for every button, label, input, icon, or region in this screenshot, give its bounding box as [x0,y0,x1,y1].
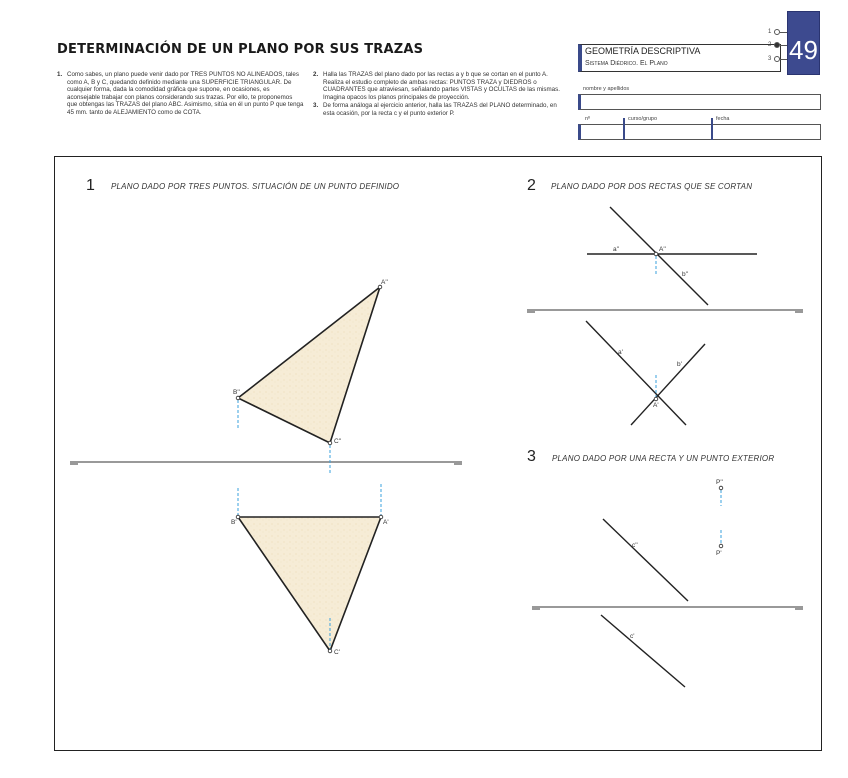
date-label: fecha [716,116,730,122]
label-P1: P' [716,550,722,557]
exercise-2-drawing [527,207,803,425]
point-A1 [654,397,658,401]
exercise-2-number: 2 [527,177,536,194]
point-P1 [719,544,723,548]
point-C2 [328,441,332,445]
course-label: curso/grupo [628,116,658,122]
exercise-1-number: 1 [86,177,95,194]
exercise-3-drawing [532,479,803,687]
exercise-1-title: PLANO DADO POR TRES PUNTOS. SITUACIÓN DE UN PUNTO DEFINIDO [111,182,400,191]
instruction-text: Como sabes, un plano puede venir dado por TRES PUNTOS NO ALINEADOS, tales como A, B y C, quedando definido mediante una SUPERFICIE TRIANGULAR. De cualquier forma, dada la comodidad gráfica que supone, en ocasiones, es aconsejable trabajar con planos considerando sus trazas. Por ello, te proponemos que obtengas las TRAZAS del plano ABC. Asimismo, sitúa en él un punto P que tenga 45 mm. tanto de ALEJAMIENTO como de COTA. [67,71,304,116]
instruction-number: 1. [57,71,63,78]
exercise-1-drawing [70,279,462,656]
instruction-text: Halla las TRAZAS del plano dado por las rectas a y b que se cortan en el punto A. Realiza el estudio completo de ambas rectas: PUNTOS TRAZA y DIEDROS o CUADRANTES que atraviesan, señalando partes VISTAS y OCULTAS de las mismas. Imagina opacos los planos principales de proyección. [323,71,560,101]
sheet-number: 49 [789,35,818,65]
label-A2: A'' [381,279,388,286]
instruction-number: 3. [313,102,319,110]
exercise-3-title: PLANO DADO POR UNA RECTA Y UN PUNTO EXTERIOR [552,454,775,463]
subject-title: GEOMETRÍA DESCRIPTIVA [585,46,701,56]
level-1-label: 1 [768,29,772,35]
label-A1: A' [653,402,659,409]
exercise-2-title: PLANO DADO POR DOS RECTAS QUE SE CORTAN [551,182,753,191]
point-P2 [719,486,723,490]
label-a1: a' [618,349,623,356]
point-A2 [654,252,658,256]
label-C2: C'' [334,438,342,445]
label-C1: C' [334,649,340,656]
line-c1 [601,615,685,687]
line-b2 [610,207,708,305]
label-c1: c' [630,633,635,640]
line-b1 [631,344,705,425]
label-b2: b'' [682,271,689,278]
label-A1: A' [383,519,389,526]
label-B1: B' [231,519,237,526]
level-3-label: 3 [768,56,772,62]
level-2-label: 2 [768,42,772,48]
exercise-3-number: 3 [527,448,536,465]
triangle-horizontal-projection [238,517,381,651]
unit-title: Sistema Diédrico. El Plano [585,60,668,67]
number-label: nº [585,116,591,122]
point-C1 [328,649,332,653]
label-P2: P'' [716,479,723,486]
label-a2: a'' [613,246,620,253]
label-b1: b' [677,361,682,368]
label-B2: B'' [233,389,240,396]
line-a1 [586,321,686,425]
instruction-text: De forma análoga al ejercicio anterior, halla las TRAZAS del PLANO determinado, en esta ocasión, por la recta c y el punto exterior P. [323,102,557,117]
label-c2: c'' [632,542,638,549]
point-B2 [236,396,240,400]
point-B1 [236,515,240,519]
page-title: DETERMINACIÓN DE UN PLANO POR SUS TRAZAS [57,42,424,57]
instruction-number: 2. [313,71,319,78]
triangle-vertical-projection [238,287,380,443]
name-label: nombre y apellidos [583,86,630,92]
label-A2: A'' [659,246,666,253]
line-c2 [603,519,688,601]
